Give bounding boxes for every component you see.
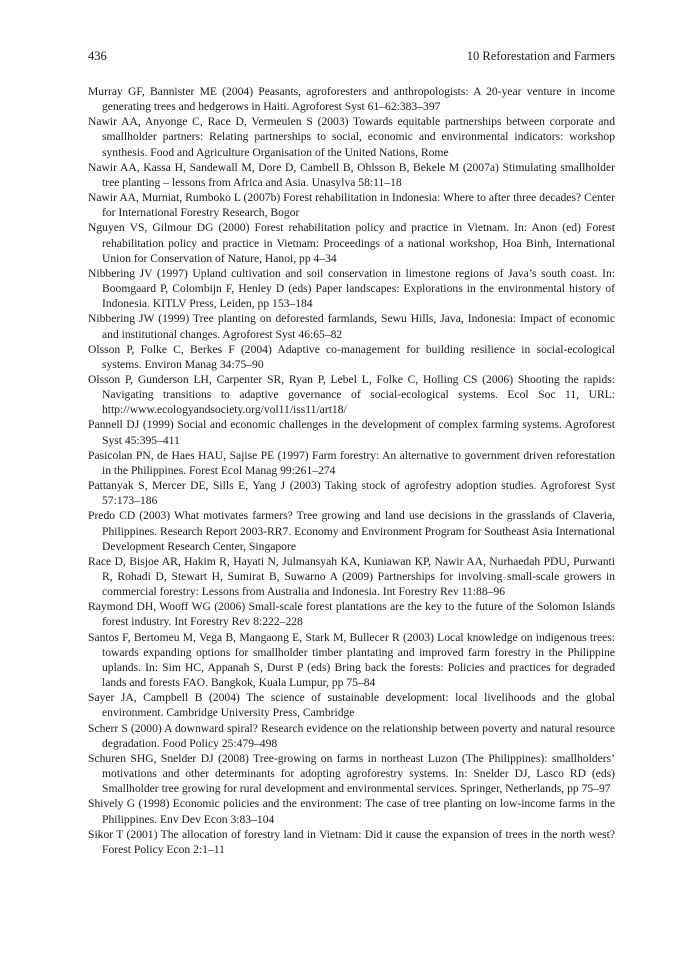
reference-entry: Nawir AA, Anyonge C, Race D, Vermeulen S (2003) Towards equitable partnerships between corporate and smallholder partners: Relating partnerships to social, economic and environmental indicators: workshop synthesis. Food and Agriculture Organisation of the United Nations, Rome	[88, 115, 615, 159]
reference-entry: Pannell DJ (1999) Social and economic challenges in the development of complex farming systems. Agroforest Syst 45:395–411	[88, 418, 615, 447]
reference-entry: Race D, Bisjoe AR, Hakim R, Hayati N, Julmansyah KA, Kuniawan KP, Nawir AA, Nurhaedah PDU, Purwanti R, Rohadi D, Stewart H, Sumirat B, Suwarno A (2009) Partnerships for involving small-scale growers in commercial forestry: Lessons from Australia and Indonesia. Int Forestry Rev 11:88–96	[88, 554, 615, 599]
page-number: 436	[88, 49, 107, 63]
reference-entry: Sayer JA, Campbell B (2004) The science of sustainable development: local livelihoods and the global environment. Cambridge University Press, Cambridge	[88, 691, 615, 720]
reference-entry: Nguyen VS, Gilmour DG (2000) Forest rehabilitation policy and practice in Vietnam. In: Anon (ed) Forest rehabilitation policy and practice in Vietnam: Proceedings of a national workshop, Hoa Binh, International Union for Conservation of Nature, Hanoi, pp 4–34	[88, 221, 615, 265]
reference-entry: Schuren SHG, Snelder DJ (2008) Tree-growing on farms in northeast Luzon (The Philippines): smallholders’ motivations and other determinants for adopting agroforestry systems. In: Snelder DJ, Lasco RD (eds) Smallholder tree growing for rural development and environmental services. Springer, Netherlands, pp 75–97	[88, 751, 615, 796]
chapter-title: 10 Reforestation and Farmers	[466, 49, 615, 63]
reference-entry: Shively G (1998) Economic policies and the environment: The case of tree planting on low-income farms in the Philippines. Env Dev Econ 3:83–104	[88, 797, 615, 826]
page	[88, 48, 615, 857]
reference-entry: Santos F, Bertomeu M, Vega B, Mangaong E, Stark M, Bullecer R (2003) Local knowledge on indigenous trees: towards expanding options for smallholder timber plantating and improved farm forestry in the Philippine uplands. In: Sim HC, Appanah S, Durst P (eds) Bring back the forests: Policies and practices for degraded lands and forests FAO. Bangkok, Kuala Lumpur, pp 75–84	[88, 630, 615, 690]
reference-entry: Pattanyak S, Mercer DE, Sills E, Yang J (2003) Taking stock of agrofestry adoption studies. Agroforest Syst 57:173–186	[88, 479, 615, 508]
reference-list	[88, 84, 615, 857]
reference-entry: Olsson P, Folke C, Berkes F (2004) Adaptive co-management for building resilience in social-ecological systems. Environ Manag 34:75–90	[88, 342, 615, 371]
reference-entry: Raymond DH, Wooff WG (2006) Small-scale forest plantations are the key to the future of the Solomon Islands forest industry. Int Forestry Rev 8:222–228	[88, 600, 615, 629]
reference-entry: Nawir AA, Murniat, Rumboko L (2007b) Forest rehabilitation in Indonesia: Where to after three decades? Center for International Forestry Research, Bogor	[88, 191, 615, 220]
running-head	[88, 48, 615, 64]
reference-entry: Nawir AA, Kassa H, Sandewall M, Dore D, Cambell B, Ohlsson B, Bekele M (2007a) Stimulating smallholder tree planting – lessons from Africa and Asia. Unasylva 58:11–18	[88, 160, 615, 189]
reference-entry: Olsson P, Gunderson LH, Carpenter SR, Ryan P, Lebel L, Folke C, Holling CS (2006) Shooting the rapids: Navigating transitions to adaptive governance of social-ecological systems. Ecol Soc 11, URL: http://www.ecologyandsociety.org/vol11/iss11/art18/	[88, 372, 615, 417]
reference-entry: Sikor T (2001) The allocation of forestry land in Vietnam: Did it cause the expansion of trees in the north west? Forest Policy Econ 2:1–11	[88, 827, 615, 856]
reference-entry: Nibbering JW (1999) Tree planting on deforested farmlands, Sewu Hills, Java, Indonesia: Impact of economic and institutional changes. Agroforest Syst 46:65–82	[88, 312, 615, 341]
reference-entry: Nibbering JV (1997) Upland cultivation and soil conservation in limestone regions of Java’s south coast. In: Boomgaard P, Colombijn F, Henley D (eds) Paper landscapes: Explorations in the environmental history of Indonesia. KITLV Press, Leiden, pp 153–184	[88, 266, 615, 311]
reference-entry: Scherr S (2000) A downward spiral? Research evidence on the relationship between poverty and natural resource degradation. Food Policy 25:479–498	[88, 721, 615, 750]
reference-entry: Predo CD (2003) What motivates farmers? Tree growing and land use decisions in the grasslands of Claveria, Philippines. Research Report 2003-RR7. Economy and Environment Program for Southeast Asia International Development Research Center, Singapore	[88, 509, 615, 553]
reference-entry: Murray GF, Bannister ME (2004) Peasants, agroforesters and anthropologists: A 20-year venture in income generating trees and hedgerows in Haiti. Agroforest Syst 61–62:383–397	[88, 85, 615, 114]
reference-entry: Pasicolan PN, de Haes HAU, Sajise PE (1997) Farm forestry: An alternative to government driven reforestation in the Philippines. Forest Ecol Manag 99:261–274	[88, 448, 615, 477]
